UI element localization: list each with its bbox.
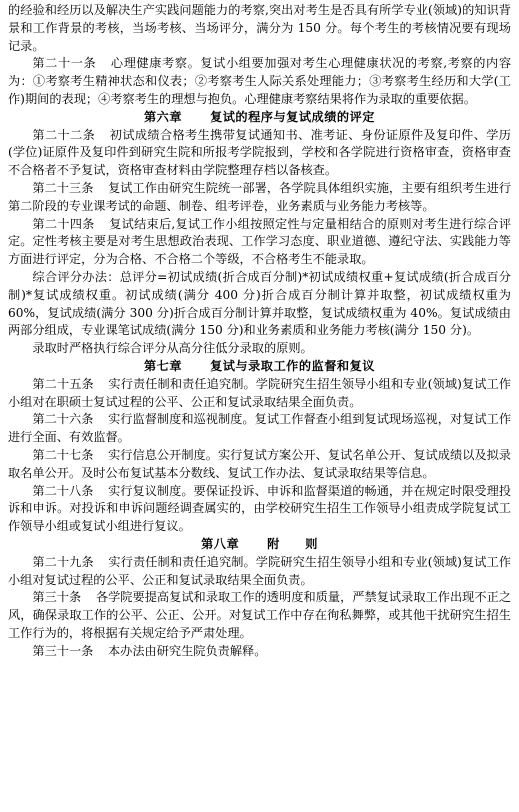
article-paragraph — [8, 643, 511, 661]
chapter-number: 第八章 — [201, 536, 240, 551]
chapter-title: 复试的程序与复试成绩的评定 — [210, 109, 375, 124]
paragraph-text: 的经验和经历以及解决生产实践问题能力的考察,突出对考生是否具有所学专业(领域)的知识背景和工作背景的考核，当场考核、当场评分，满分为 150 分。每个考生的考核情况要有现场记录。 — [8, 3, 511, 53]
paragraph-text: 初试成绩合格考生携带复试通知书、准考证、身份证原件及复印件、学历(学位)证原件及复印件到研究生院和所报考学院报到，学校和各学院进行资格审查，资格审查不合格者不予复试，资格审查材料由学院整理存档以备核查。 — [8, 127, 511, 178]
chapter-number: 第六章 — [144, 109, 183, 124]
paragraph-text: 复试结束后,复试工作小组按照定性与定量相结合的原则对考生进行综合评定。定性考核主要是对考生思想政治表现、工作学习态度、职业道德、遵纪守法、实践能力等方面进行评定，分为合格、不合格二个等级，不合格考生不能录取。 — [8, 216, 512, 267]
article-number: 第二十八条 — [32, 483, 94, 498]
article-paragraph — [8, 376, 511, 412]
article-number: 第三十一条 — [32, 643, 94, 658]
article-paragraph — [8, 447, 511, 483]
article-paragraph — [8, 269, 511, 340]
paragraph-text: 本办法由研究生院负责解释。 — [107, 643, 267, 658]
article-number: 第二十九条 — [32, 554, 94, 569]
article-paragraph — [8, 589, 511, 642]
article-number: 第二十五条 — [32, 376, 94, 391]
article-paragraph — [8, 554, 511, 590]
paragraph-text: 心理健康考察。复试小组要加强对考生心理健康状况的考察,考察的内容为：①考察考生精神状态和仪表；②考察考生人际关系处理能力；③考察考生经历和大学(工作)期间的表现；④考察考生的理想与抱负。心理健康考察结果将作为录取的重要依据。 — [8, 56, 512, 106]
paragraph-text: 复试工作由研究生院统一部署，各学院具体组织实施，主要有组织考生进行第二阶段的专业课考试的命题、制卷、组考评卷，业务素质与业务能力考核等。 — [8, 180, 512, 213]
article-number: 第二十六条 — [32, 412, 94, 427]
paragraph-text: 综合评分办法：总评分=初试成绩(折合成百分制)*初试成绩权重+复试成绩(折合成百分制)*复试成绩权重。初试成绩(满分 400 分)折合成百分制计算并取整，初试成绩权重为 60%，复试成绩(满分 300 分)折合成百分制计算并取整，复试成绩权重为 40%。复试成绩由两部分组成，专业课笔试成绩(满分 150 分)和业务素质和业务能力考核(满分 150 分)。 — [8, 269, 511, 338]
article-number: 第三十条 — [32, 590, 82, 605]
chapter-title: 附 则 — [267, 536, 318, 551]
article-number: 第二十四条 — [32, 216, 95, 231]
paragraph-text: 实行复议制度。要保证投诉、申诉和监督渠道的畅通，并在规定时限受理投诉和申诉。对投诉和申诉问题经调查属实的，由学校研究生招生工作领导小组责成学院复试工作领导小组或复试小组进行复议。 — [8, 483, 512, 534]
paragraph-text: 实行信息公开制度。实行复试方案公开、复试名单公开、复试成绩以及拟录取名单公开。及时公布复试基本分数线、复试工作办法、复试录取结果等信息。 — [8, 447, 512, 480]
chapter-heading — [8, 109, 511, 127]
paragraph-text: 实行监督制度和巡视制度。复试工作督查小组到复试现场巡视，对复试工作进行全面、有效监督。 — [8, 412, 512, 445]
article-paragraph — [8, 216, 511, 269]
chapter-heading — [8, 536, 511, 554]
article-number: 第二十七条 — [32, 447, 94, 462]
article-paragraph — [8, 180, 511, 216]
paragraph-text: 实行责任制和责任追究制。学院研究生招生领导小组和专业(领域)复试工作小组对在职硕士复试过程的公平、公正和复试录取结果全面负责。 — [8, 376, 511, 409]
paragraph-text: 各学院要提高复试和录取工作的透明度和质量，严禁复试录取工作出现不正之风，确保录取工作的公平、公正、公开。对复试工作中存在徇私舞弊，或其他干扰研究生招生工作行为的，将根据有关规定给予严肃处理。 — [8, 590, 512, 640]
article-paragraph — [8, 411, 511, 447]
chapter-number: 第七章 — [144, 358, 183, 373]
article-number: 第二十一条 — [32, 56, 97, 71]
paragraph-text: 录取时严格执行综合评分从高分往低分录取的原则。 — [32, 341, 313, 356]
chapter-heading — [8, 358, 511, 376]
article-paragraph — [8, 55, 511, 108]
article-number: 第二十三条 — [32, 180, 94, 195]
article-paragraph — [8, 127, 511, 180]
chapter-title: 复试与录取工作的监督和复议 — [210, 358, 375, 373]
article-paragraph — [8, 2, 511, 55]
article-number: 第二十二条 — [32, 127, 96, 142]
paragraph-text: 实行责任制和责任追究制。学院研究生招生领导小组和专业(领域)复试工作小组对复试过程的公平、公正和复试录取结果全面负责。 — [8, 554, 511, 587]
article-paragraph — [8, 340, 511, 358]
article-paragraph — [8, 483, 511, 536]
